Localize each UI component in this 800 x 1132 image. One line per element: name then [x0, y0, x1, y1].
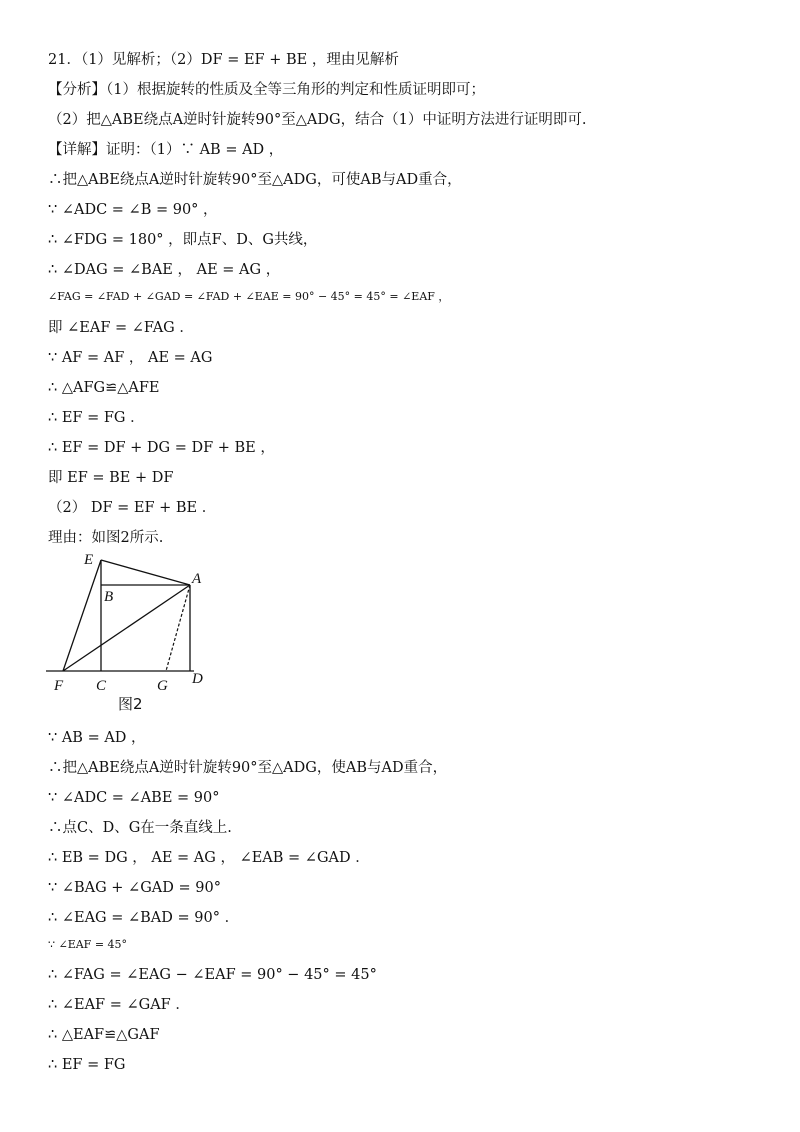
text-line-l11: ∵ AF = AF ， AE = AG — [48, 350, 213, 366]
text-line-l17: 理由：如图2所示. — [48, 530, 164, 546]
text-line-l04: 【详解】证明：（1）∵ AB = AD ， — [48, 142, 284, 158]
text-line-l02: 【分析】（1）根据旋转的性质及全等三角形的判定和性质证明即可； — [48, 82, 485, 98]
point-label-E: E — [84, 552, 94, 568]
figure-caption: 图2 — [118, 695, 143, 713]
text-line-l01: 21．（1）见解析；（2）DF = EF + BE ，理由见解析 — [48, 52, 399, 68]
text-line-l09: ∠FAG = ∠FAD + ∠GAD = ∠FAD + ∠EAE = 90° − 45° = 45° = ∠EAF ， — [48, 290, 450, 303]
text-line-l23: ∵ ∠BAG + ∠GAD = 90° — [48, 880, 221, 896]
point-label-B: B — [104, 589, 114, 605]
text-line-l06: ∵ ∠ADC = ∠B = 90° ， — [48, 202, 218, 218]
text-line-l22: ∴ EB = DG ， AE = AG ， ∠EAB = ∠GAD ． — [48, 850, 370, 866]
text-line-l24: ∴ ∠EAG = ∠BAD = 90° ． — [48, 910, 240, 926]
text-line-l21: ∴点C、D、G在一条直线上. — [48, 820, 232, 836]
text-line-l07: ∴ ∠FDG = 180° ，即点F、D、G共线， — [48, 232, 318, 248]
text-line-l28: ∴ △EAF≌△GAF — [48, 1027, 160, 1043]
figure-2-diagram — [42, 545, 222, 715]
segment-AG-dashed — [166, 585, 190, 671]
point-label-D: D — [192, 671, 203, 687]
text-line-l25: ∵ ∠EAF = 45° — [48, 938, 128, 951]
text-line-l20: ∵ ∠ADC = ∠ABE = 90° — [48, 790, 220, 806]
text-line-l27: ∴ ∠EAF = ∠GAF ． — [48, 997, 190, 1013]
text-line-l13: ∴ EF = FG ． — [48, 410, 145, 426]
text-line-l05: ∴把△ABE绕点A逆时针旋转90°至△ADG，可使AB与AD重合， — [48, 172, 462, 188]
text-line-l14: ∴ EF = DF + DG = DF + BE ， — [48, 440, 275, 456]
text-line-l03: （2）把△ABE绕点A逆时针旋转90°至△ADG，结合（1）中证明方法进行证明即可. — [48, 112, 587, 128]
point-label-G: G — [157, 678, 168, 694]
segment-EF — [63, 560, 101, 671]
point-label-A: A — [192, 571, 202, 587]
text-line-l26: ∴ ∠FAG = ∠EAG − ∠EAF = 90° − 45° = 45° — [48, 967, 377, 983]
text-line-l16: （2） DF = EF + BE ． — [48, 500, 217, 516]
geometry-figure — [42, 545, 222, 715]
segment-EA — [101, 560, 190, 585]
point-label-C: C — [96, 678, 107, 694]
text-line-l12: ∴ △AFG≌△AFE — [48, 380, 160, 396]
text-line-l15: 即 EF = BE + DF — [48, 470, 174, 486]
text-line-l19: ∴把△ABE绕点A逆时针旋转90°至△ADG，使AB与AD重合， — [48, 760, 448, 776]
point-label-F: F — [54, 678, 64, 694]
text-line-l29: ∴ EF = FG — [48, 1057, 126, 1073]
text-line-l08: ∴ ∠DAG = ∠BAE ， AE = AG ， — [48, 262, 281, 278]
segment-FA — [63, 585, 190, 671]
text-line-l18: ∵ AB = AD ， — [48, 730, 146, 746]
text-line-l10: 即 ∠EAF = ∠FAG ． — [48, 320, 194, 336]
